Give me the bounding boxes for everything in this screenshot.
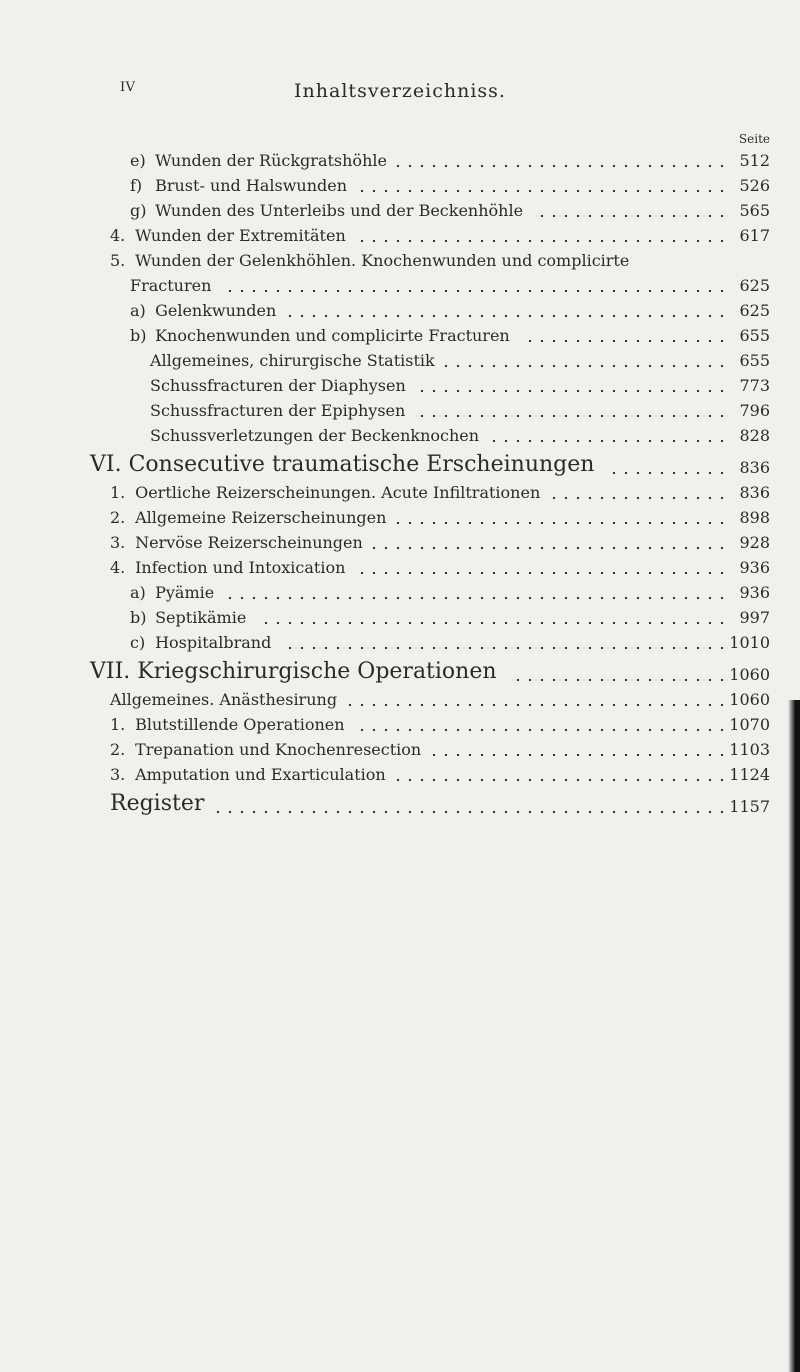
toc-page-number: 1010 [726, 633, 770, 652]
dot-leader [221, 290, 728, 292]
dot-leader [416, 390, 728, 392]
toc-entry [0, 630, 800, 655]
toc-entry-title: Knochenwunden und complicirte Fracturen [155, 326, 510, 345]
toc-entry-text [110, 690, 343, 709]
toc-page-number: 836 [726, 483, 770, 502]
toc-entry-title: Trepanation und Knochenresection [135, 740, 422, 759]
toc-entry-title: Oertliche Reizerscheinungen. Acute Infiltrationen [135, 483, 541, 502]
toc-entry-text [110, 791, 210, 816]
toc-entry-title: Infection und Intoxication [135, 558, 346, 577]
toc-entry-title: Register [110, 791, 205, 816]
dot-leader [347, 704, 728, 706]
toc-entry-text [130, 326, 516, 345]
toc-entry-title: Consecutive traumatische Erscheinungen [128, 452, 595, 477]
table-of-contents [0, 148, 800, 819]
page-title: Inhaltsverzeichniss. [294, 80, 506, 102]
toc-entry [0, 555, 800, 580]
toc-page-number: 1157 [726, 797, 770, 816]
toc-entry-number: 4. [110, 226, 126, 245]
toc-entry-number: b) [130, 608, 147, 627]
toc-page-number: 1060 [726, 690, 770, 709]
toc-entry-title: Schussfracturen der Epiphysen [150, 401, 406, 420]
page-number-roman: IV [120, 80, 136, 95]
toc-entry [0, 655, 800, 687]
toc-entry [0, 373, 800, 398]
dot-leader [396, 779, 728, 781]
toc-entry-number: a) [130, 301, 146, 320]
toc-entry-number: VI. [90, 452, 122, 477]
toc-entry-text [130, 583, 220, 602]
toc-entry-title: Kriegschirurgische Operationen [137, 659, 497, 684]
toc-entry-number: 4. [110, 558, 126, 577]
toc-entry-text [130, 176, 353, 195]
toc-entry-number: 3. [110, 533, 126, 552]
toc-page-number: 773 [726, 376, 770, 395]
toc-entry-text [130, 276, 217, 295]
toc-entry-title: Pyämie [155, 583, 215, 602]
toc-entry [0, 198, 800, 223]
toc-page-number: 936 [726, 558, 770, 577]
dot-leader [397, 165, 728, 167]
toc-page-number: 997 [726, 608, 770, 627]
toc-entry-title: Amputation und Exarticulation [135, 765, 386, 784]
toc-entry [0, 398, 800, 423]
toc-entry-number: 5. [110, 251, 126, 270]
toc-entry-title: Allgemeines. Anästhesirung [110, 690, 338, 709]
toc-entry-number: a) [130, 583, 146, 602]
toc-entry-title: Wunden der Extremitäten [135, 226, 346, 245]
toc-entry-text [150, 376, 412, 395]
dot-leader [520, 340, 728, 342]
toc-page-number: 655 [726, 326, 770, 345]
toc-entry-number: 2. [110, 740, 126, 759]
toc-entry-number: b) [130, 326, 147, 345]
toc-entry [0, 248, 800, 273]
toc-entry [0, 348, 800, 373]
toc-entry-title: Gelenkwunden [155, 301, 277, 320]
toc-entry [0, 687, 800, 712]
dot-leader [355, 572, 728, 574]
toc-entry [0, 480, 800, 505]
toc-entry [0, 580, 800, 605]
dot-leader [507, 679, 728, 681]
toc-page-number: 898 [726, 508, 770, 527]
toc-entry-text [150, 401, 411, 420]
toc-page-number: 1103 [726, 740, 770, 759]
toc-entry-title: Nervöse Reizerscheinungen [135, 533, 363, 552]
toc-entry-text [150, 351, 441, 370]
toc-entry-text [110, 740, 427, 759]
dot-leader [396, 522, 728, 524]
dot-leader [355, 729, 728, 731]
toc-entry-title: Fracturen [130, 276, 212, 295]
toc-page-number: 796 [726, 401, 770, 420]
toc-entry-text [130, 301, 282, 320]
dot-leader [431, 754, 728, 756]
toc-entry-text [110, 251, 635, 270]
toc-entry-title: Allgemeines, chirurgische Statistik [150, 351, 435, 370]
toc-entry-number: 2. [110, 508, 126, 527]
toc-entry-title: Wunden der Gelenkhöhlen. Knochenwunden und complicirte [135, 251, 630, 270]
toc-entry-text [90, 659, 503, 684]
scan-edge-shadow [788, 700, 800, 1372]
toc-page-number: 625 [726, 301, 770, 320]
toc-page-number: 565 [726, 201, 770, 220]
dot-leader [604, 472, 728, 474]
toc-entry-number: VII. [90, 659, 131, 684]
toc-entry-title: Septikämie [155, 608, 247, 627]
toc-entry-number: f) [130, 176, 143, 195]
toc-page-number: 1124 [726, 765, 770, 784]
toc-entry-title: Wunden des Unterleibs und der Beckenhöhle [155, 201, 524, 220]
dot-leader [286, 315, 728, 317]
toc-page-number: 836 [726, 458, 770, 477]
toc-entry-text [90, 452, 600, 477]
toc-entry [0, 448, 800, 480]
toc-entry-text [110, 483, 546, 502]
toc-entry [0, 423, 800, 448]
toc-entry-number: c) [130, 633, 146, 652]
toc-entry-text [130, 151, 393, 170]
toc-entry-text [150, 426, 485, 445]
toc-entry [0, 323, 800, 348]
dot-leader [445, 365, 728, 367]
dot-leader [281, 647, 728, 649]
toc-page-number: 1070 [726, 715, 770, 734]
dot-leader [224, 597, 728, 599]
toc-entry-number: 3. [110, 765, 126, 784]
toc-entry-text [130, 608, 252, 627]
toc-page-number: 828 [726, 426, 770, 445]
toc-entry-title: Schussfracturen der Diaphysen [150, 376, 406, 395]
page-column-label: Seite [738, 132, 770, 146]
toc-entry [0, 223, 800, 248]
toc-entry [0, 530, 800, 555]
toc-page-number: 512 [726, 151, 770, 170]
toc-entry-text [110, 533, 369, 552]
toc-page-number: 526 [726, 176, 770, 195]
dot-leader [357, 190, 728, 192]
toc-page-number: 928 [726, 533, 770, 552]
toc-entry-number: 1. [110, 483, 126, 502]
toc-entry-text [110, 508, 392, 527]
toc-entry-number: 1. [110, 715, 126, 734]
toc-entry-text [130, 633, 277, 652]
toc-entry-text [110, 558, 351, 577]
toc-entry-number: g) [130, 201, 147, 220]
toc-entry [0, 148, 800, 173]
toc-page-number: 625 [726, 276, 770, 295]
toc-entry [0, 273, 800, 298]
toc-page-number: 617 [726, 226, 770, 245]
toc-entry-number: e) [130, 151, 146, 170]
dot-leader [356, 240, 728, 242]
dot-leader [489, 440, 728, 442]
page-header [0, 80, 800, 104]
dot-leader [415, 415, 728, 417]
dot-leader [533, 215, 728, 217]
toc-entry [0, 712, 800, 737]
toc-entry-title: Hospitalbrand [155, 633, 272, 652]
toc-entry-title: Wunden der Rückgratshöhle [155, 151, 387, 170]
toc-entry [0, 787, 800, 819]
toc-entry-text [110, 715, 351, 734]
toc-entry [0, 762, 800, 787]
dot-leader [373, 547, 728, 549]
toc-page-number: 1060 [726, 665, 770, 684]
dot-leader [214, 811, 728, 813]
toc-entry-text [110, 226, 352, 245]
toc-entry-text [130, 201, 529, 220]
toc-entry [0, 173, 800, 198]
toc-page-number: 655 [726, 351, 770, 370]
toc-entry-title: Allgemeine Reizerscheinungen [135, 508, 387, 527]
toc-entry-title: Brust- und Halswunden [155, 176, 348, 195]
toc-entry-text [110, 765, 392, 784]
toc-entry-title: Schussverletzungen der Beckenknochen [150, 426, 480, 445]
toc-entry [0, 605, 800, 630]
toc-entry-title: Blutstillende Operationen [135, 715, 345, 734]
toc-entry [0, 737, 800, 762]
toc-entry [0, 505, 800, 530]
toc-entry [0, 298, 800, 323]
toc-page-number: 936 [726, 583, 770, 602]
dot-leader [256, 622, 728, 624]
dot-leader [550, 497, 728, 499]
